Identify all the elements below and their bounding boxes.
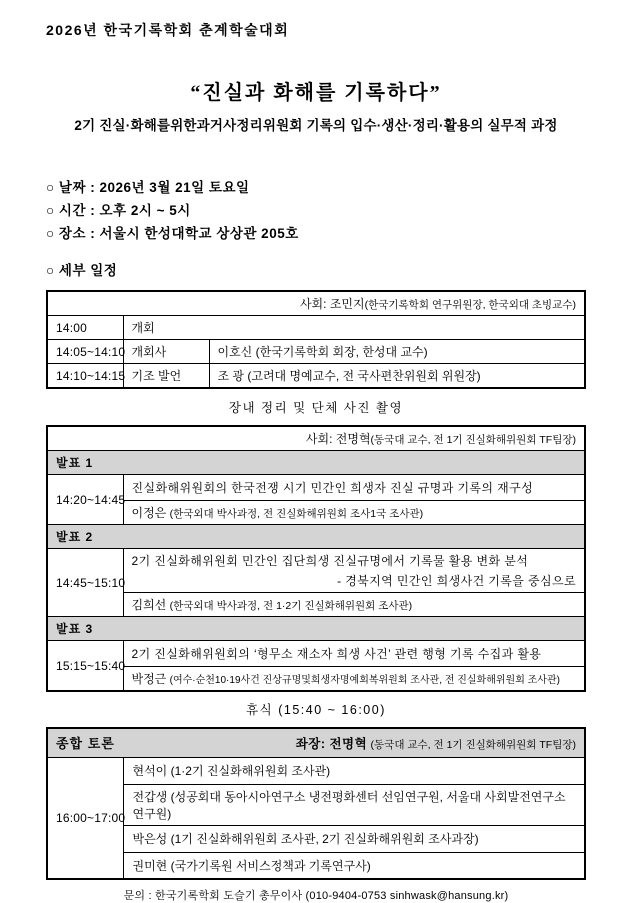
panelist-cell — [123, 852, 585, 879]
panelist-note: (1·2기 진실화해위원회 조사관) — [170, 764, 331, 778]
session-label-row — [47, 617, 585, 641]
opening-schedule-table — [46, 290, 586, 389]
time-cell: 14:00 — [47, 316, 123, 340]
chair-label — [296, 734, 576, 752]
session-label: 발표 3 — [47, 617, 585, 641]
presenter-note: (한국외대 박사과정, 전 진실화해위원회 조사1국 조사관) — [169, 508, 424, 520]
panelist-note: (1기 진실화해위원회 조사관, 2기 진실화해위원회 조사과장) — [170, 832, 479, 846]
table-row — [47, 291, 585, 316]
panelist-name: 권미현 — [132, 858, 168, 873]
moderator-note: (동국대 교수, 전 1기 진실화해위원회 TF팀장) — [370, 434, 576, 446]
table-row — [47, 667, 585, 692]
paper-title: 2기 진실화해위원회의 ‘형무소 재소자 희생 사건’ 관련 행형 기록 수집과 활용 — [123, 641, 585, 667]
table-row — [47, 501, 585, 525]
discussion-header-row — [47, 728, 585, 757]
panelist-cell — [123, 825, 585, 852]
table-row — [47, 852, 585, 879]
item-cell: 개회 — [123, 316, 585, 340]
time-cell: 14:45~15:10 — [47, 549, 123, 617]
presenter-note: (한국외대 박사과정, 전 1·2기 진실화해위원회 조사관) — [169, 600, 413, 612]
table-row — [47, 825, 585, 852]
moderator-cell — [47, 291, 585, 316]
table-row — [47, 475, 585, 501]
panelist-note: (성공회대 동아시아연구소 냉전평화센터 선임연구원, 서울대 사회발전연구소 연구원) — [132, 789, 566, 821]
detail-cell: 조 광 (고려대 명예교수, 전 국사편찬위원회 위원장) — [209, 364, 585, 389]
session-label: 발표 2 — [47, 525, 585, 549]
table-row — [47, 549, 585, 593]
event-info-list — [46, 176, 586, 245]
presentation-schedule-table — [46, 425, 586, 692]
presenter-cell — [123, 501, 585, 525]
document-title: “진실과 화해를 기록하다” — [190, 82, 442, 104]
event-venue: ○ 장소 : 서울시 한성대학교 상상관 205호 — [46, 226, 299, 241]
presenter-name: 이정은 — [131, 506, 167, 520]
session-label: 발표 1 — [47, 451, 585, 475]
table-row — [47, 340, 585, 364]
document-subtitle: 2기 진실·화해를위한과거사정리위원회 기록의 입수·생산·정리·활용의 실무적 과정 — [74, 118, 558, 133]
moderator-note: (한국기록학회 연구위원장, 한국외대 초빙교수) — [364, 299, 576, 311]
time-cell: 14:20~14:45 — [47, 475, 123, 525]
paper-title-sub: - 경북지역 민간인 희생사건 기록을 중심으로 — [337, 574, 576, 588]
event-label: 2026년 한국기록학회 춘계학술대회 — [46, 22, 290, 38]
event-date: ○ 날짜 : 2026년 3월 21일 토요일 — [46, 180, 250, 195]
moderator-cell — [47, 426, 585, 451]
panelist-name: 현석이 — [132, 764, 168, 778]
discussion-header-cell — [47, 728, 585, 757]
discussion-heading: 종합 토론 — [56, 736, 115, 752]
paper-title-main: 2기 진실화해위원회 민간인 집단희생 진실규명에서 기록물 활용 변화 분석 — [131, 554, 529, 568]
table-row — [47, 364, 585, 389]
presenter-note: (여수·순천10·19사건 진상규명및희생자명예회복위원회 조사관, 전 진실화해위원회 조사관) — [169, 675, 560, 686]
panelist-name: 전갑생 — [132, 789, 168, 804]
table-row — [47, 316, 585, 340]
table-row — [47, 757, 585, 784]
break-note: 휴식 (15:40 ~ 16:00) — [246, 703, 386, 717]
detail-cell: 이호신 (한국기록학회 회장, 한성대 교수) — [209, 340, 585, 364]
panelist-note: (국가기록원 서비스정책과 기록연구사) — [170, 858, 371, 873]
paper-title: 진실화해위원회의 한국전쟁 시기 민간인 희생자 진실 규명과 기록의 재구성 — [123, 475, 585, 501]
time-cell: 15:15~15:40 — [47, 641, 123, 692]
paper-title — [123, 549, 585, 593]
chair-name: 좌장: 전명혁 — [295, 736, 368, 751]
time-cell: 14:10~14:15 — [47, 364, 123, 389]
photo-session-note: 장내 정리 및 단체 사진 촬영 — [228, 401, 404, 415]
table-row — [47, 426, 585, 451]
discussion-table — [46, 727, 586, 880]
table-row — [47, 784, 585, 825]
item-cell: 기조 발언 — [123, 364, 209, 389]
moderator-name: 사회: 전명혁 — [305, 432, 371, 446]
time-cell: 16:00~17:00 — [47, 757, 123, 879]
panelist-cell — [123, 784, 585, 825]
moderator-name: 사회: 조민지 — [299, 297, 365, 311]
presenter-cell — [123, 667, 585, 692]
table-row — [47, 593, 585, 617]
session-label-row — [47, 451, 585, 475]
session-label-row — [47, 525, 585, 549]
discussion-header — [56, 733, 576, 752]
presenter-name: 김희선 — [131, 598, 167, 612]
presenter-name: 박정근 — [131, 672, 167, 686]
schedule-heading: ○ 세부 일정 — [46, 263, 118, 278]
time-cell: 14:05~14:10 — [47, 340, 123, 364]
presenter-cell — [123, 593, 585, 617]
panelist-name: 박은성 — [132, 832, 168, 846]
event-time: ○ 시간 : 오후 2시 ~ 5시 — [46, 203, 191, 218]
panelist-cell — [123, 757, 585, 784]
item-cell: 개회사 — [123, 340, 209, 364]
chair-note: (동국대 교수, 전 1기 진실화해위원회 TF팀장) — [370, 738, 576, 751]
contact-footer: 문의 : 한국기록학회 도슬기 총무이사 (010-9404-0753 sinhwask@hansung.kr) — [123, 890, 509, 902]
table-row — [47, 641, 585, 667]
